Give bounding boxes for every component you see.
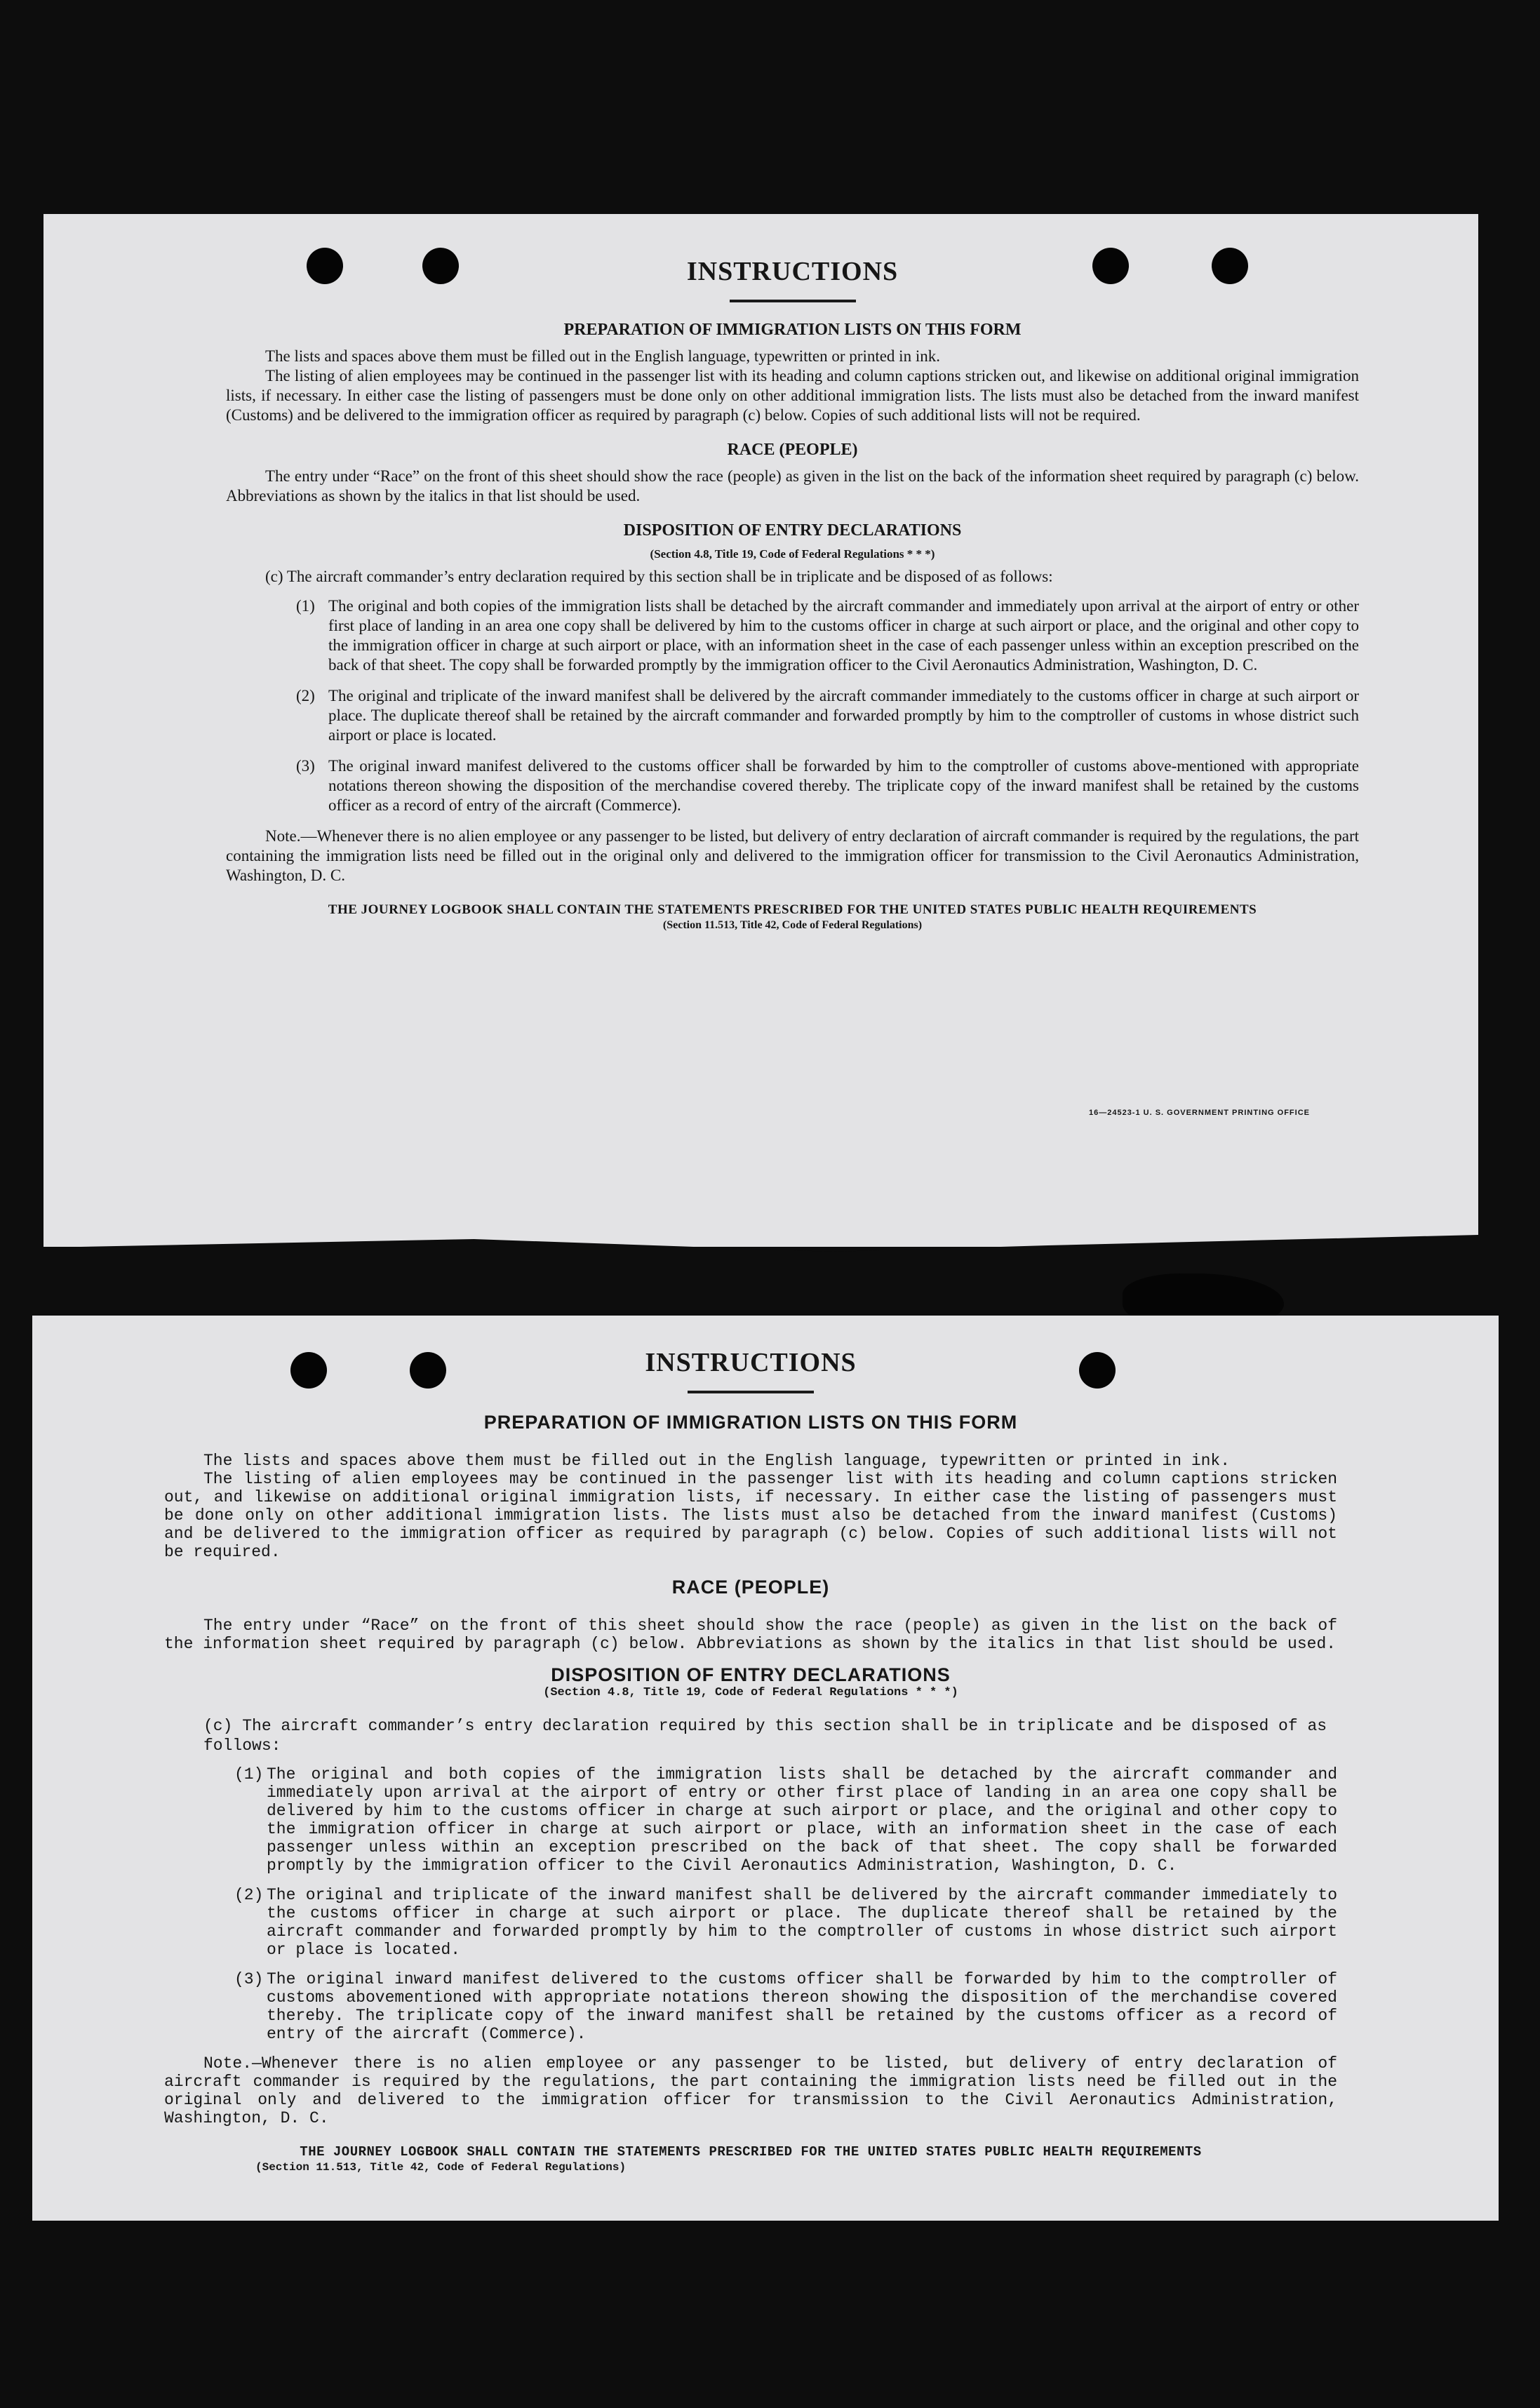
regulation-citation: (Section 4.8, Title 19, Code of Federal Regulations * * *) <box>650 547 935 561</box>
paragraph: The lists and spaces above them must be filled out in the English language, typewritten or printed in ink. <box>203 1452 1231 1470</box>
item-text: The original and triplicate of the inward manifest shall be delivered by the aircraft commander immediately to the customs officer in charge at such airport or place. The duplicate thereof shall be retained by the aircraft commander and forwarded promptly by him to the comptroller of customs in whose district such airport or place is located. <box>267 1886 1337 1959</box>
item-number: (2) <box>234 1886 264 1904</box>
item-number: (3) <box>296 757 315 775</box>
list-item <box>234 1765 1337 1875</box>
printer-imprint: 16—24523-1 U. S. GOVERNMENT PRINTING OFFICE <box>1088 1109 1310 1117</box>
item-number: (1) <box>296 597 315 615</box>
section-heading-disposition: DISPOSITION OF ENTRY DECLARATIONS <box>623 521 962 540</box>
paragraph: The entry under “Race” on the front of this sheet should show the race (people) as given in the list on the back of the information sheet required by paragraph (c) below. Abbreviations as shown by the italics in that list should be used. <box>226 467 1359 504</box>
footer-statement: THE JOURNEY LOGBOOK SHALL CONTAIN THE STATEMENTS PRESCRIBED FOR THE UNITED STATES PUBLIC HEALTH REQUIREMENTS <box>300 2144 1202 2160</box>
title-underline <box>688 1391 814 1393</box>
page-title: INSTRUCTIONS <box>686 257 899 286</box>
regulation-citation: (Section 4.8, Title 19, Code of Federal Regulations * * *) <box>543 1686 958 1699</box>
section-heading-disposition: DISPOSITION OF ENTRY DECLARATIONS <box>551 1664 951 1685</box>
punch-hole <box>422 248 459 284</box>
instruction-sheet-upper <box>43 214 1478 1247</box>
list-item <box>234 1970 1337 2043</box>
title-underline <box>730 300 856 302</box>
item-text: The original and both copies of the immigration lists shall be detached by the aircraft commander and immediately upon arrival at the airport of entry or other first place of landing in an area one copy shall be delivered by him to the customs officer in charge at such airport or place, and the original and other copy to the immigration officer in charge at such airport or place, with an information sheet in the case of each passenger unless within an exception prescribed on the back of that sheet. The copy shall be forwarded promptly by the immigration officer to the Civil Aeronautics Administration, Washington, D. C. <box>267 1765 1337 1875</box>
list-item <box>296 756 1359 815</box>
note: Note.—Whenever there is no alien employee or any passenger to be listed, but delivery of entry declaration of aircraft commander is required by the regulations, the part containing the immigration lists need be filled out in the original only and delivered to the immigration officer for transmission to the Civil Aeronautics Administration, Washington, D. C. <box>164 2054 1337 2127</box>
punch-hole <box>307 248 343 284</box>
instruction-sheet-lower <box>32 1316 1499 2221</box>
section-heading-race: RACE (PEOPLE) <box>727 441 858 459</box>
paragraph: The lists and spaces above them must be filled out in the English language, typewritten or printed in ink. <box>265 347 940 365</box>
item-text: The original and triplicate of the inward manifest shall be delivered by the aircraft commander immediately to the customs officer in charge at such airport or place. The duplicate thereof shall be retained by the aircraft commander and forwarded promptly by him to the comptroller of customs in whose district such airport or place is located. <box>328 687 1359 744</box>
footer-citation: (Section 11.513, Title 42, Code of Federal Regulations) <box>662 919 923 931</box>
list-item <box>234 1886 1337 1959</box>
section-heading-preparation: PREPARATION OF IMMIGRATION LISTS ON THIS FORM <box>483 1412 1018 1433</box>
item-number: (2) <box>296 687 315 704</box>
footer-citation: (Section 11.513, Title 42, Code of Federal Regulations) <box>255 2161 627 2174</box>
punch-hole <box>1212 248 1248 284</box>
paragraph-c: (c) The aircraft commander’s entry declaration required by this section shall be in triplicate and be disposed of as follows: <box>265 568 1053 585</box>
paragraph: The listing of alien employees may be continued in the passenger list with its heading and column captions stricken out, and likewise on additional original immigration lists, if necessary. In either case the listing of passengers must be done only on other additional immigration lists. The lists must also be detached from the inward manifest (Customs) and be delivered to the immigration officer as required by paragraph (c) below. Copies of such additional lists will not be required. <box>226 367 1359 424</box>
punch-hole <box>1092 248 1129 284</box>
footer-statement: THE JOURNEY LOGBOOK SHALL CONTAIN THE STATEMENTS PRESCRIBED FOR THE UNITED STATES PUBLIC HEALTH REQUIREMENTS <box>328 902 1257 917</box>
section-heading-preparation: PREPARATION OF IMMIGRATION LISTS ON THIS FORM <box>563 321 1022 339</box>
punch-hole <box>290 1352 327 1389</box>
item-number: (1) <box>234 1765 264 1784</box>
list-item <box>296 686 1359 745</box>
paragraph-c: (c) The aircraft commander’s entry declaration required by this section shall be in triplicate and be disposed of as follows: <box>203 1717 1327 1755</box>
paragraph: The listing of alien employees may be continued in the passenger list with its heading and column captions stricken out, and likewise on additional original immigration lists, if necessary. In either case the listing of passengers must be done only on other additional immigration lists. The lists must also be detached from the inward manifest (Customs) and be delivered to the immigration officer as required by paragraph (c) below. Copies of such additional lists will not be required. <box>164 1470 1337 1561</box>
item-number: (3) <box>234 1970 264 1988</box>
item-text: The original inward manifest delivered to the customs officer shall be forwarded by him to the comptroller of customs abovementioned with appropriate notations thereon showing the disposition of the merchandise covered thereby. The triplicate copy of the inward manifest shall be retained by the customs officer as a record of entry of the aircraft (Commerce). <box>267 1970 1337 2043</box>
page-title: INSTRUCTIONS <box>645 1348 857 1377</box>
item-text: The original and both copies of the immigration lists shall be detached by the aircraft commander and immediately upon arrival at the airport of entry or other first place of landing in an area one copy shall be delivered by him to the customs officer in charge at such airport or place, and the original and other copy to the immigration officer in charge at such airport or place, with an information sheet in the case of each passenger unless within an exception prescribed on the back of that sheet. The copy shall be forwarded promptly by the immigration officer to the Civil Aeronautics Administration, Washington, D. C. <box>328 597 1359 674</box>
note: Note.—Whenever there is no alien employee or any passenger to be listed, but delivery of entry declaration of aircraft commander is required by the regulations, the part containing the immigration lists need be filled out in the original only and delivered to the immigration officer for transmission to the Civil Aeronautics Administration, Washington, D. C. <box>226 827 1359 884</box>
paragraph: The entry under “Race” on the front of this sheet should show the race (people) as given in the list on the back of the information sheet required by paragraph (c) below. Abbreviations as shown by the italics in that list should be used. <box>164 1617 1337 1653</box>
list-item <box>296 596 1359 675</box>
punch-hole <box>410 1352 446 1389</box>
section-heading-race: RACE (PEOPLE) <box>671 1577 830 1598</box>
punch-hole <box>1079 1352 1116 1389</box>
item-text: The original inward manifest delivered to the customs officer shall be forwarded by him to the comptroller of customs above-mentioned with appropriate notations thereon showing the disposition of the merchandise covered thereby. The triplicate copy of the inward manifest shall be retained by the customs officer as a record of entry of the aircraft (Commerce). <box>328 757 1359 814</box>
